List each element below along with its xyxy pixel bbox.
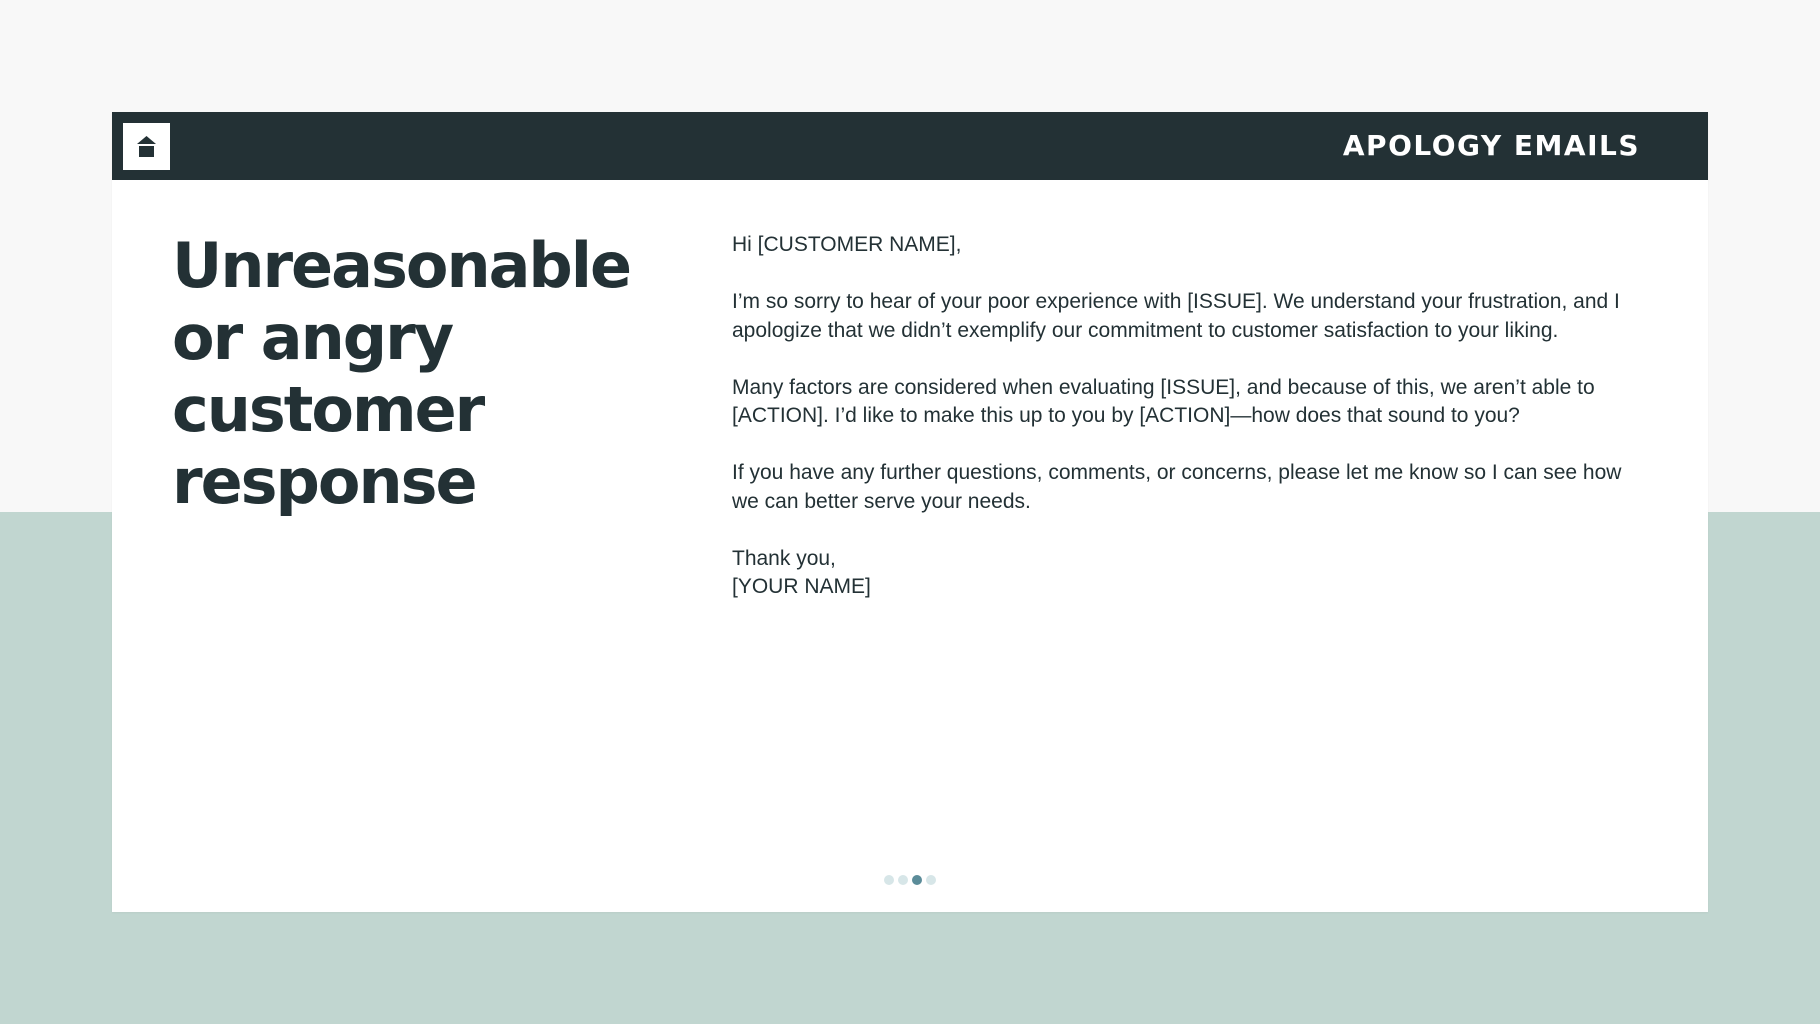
email-template — [732, 231, 1652, 602]
slide-heading: Unreasonable or angry customer response — [172, 229, 631, 518]
email-greeting: Hi [CUSTOMER NAME], — [732, 233, 962, 256]
email-signature: [YOUR NAME] — [732, 575, 871, 598]
email-paragraph: Many factors are considered when evaluating [ISSUE], and because of this, we aren’t able to [ACTION]. I’d like to make this up to you by [ACTION]—how does that sound to you? — [732, 375, 1595, 427]
home-button[interactable] — [123, 123, 170, 170]
pagination-dot-4[interactable] — [926, 875, 936, 885]
home-icon — [137, 136, 156, 157]
pagination-dots — [112, 875, 1708, 885]
email-paragraph: If you have any further questions, comments, or concerns, please let me know so I can see how we can better serve your needs. — [732, 461, 1622, 513]
email-closing: Thank you, — [732, 546, 836, 570]
pagination-dot-2[interactable] — [898, 875, 908, 885]
slide-card — [112, 112, 1708, 912]
slide-header — [112, 112, 1708, 180]
section-title: APOLOGY EMAILS — [1342, 129, 1640, 162]
pagination-dot-3[interactable] — [912, 875, 922, 885]
email-paragraph: I’m so sorry to hear of your poor experience with [ISSUE]. We understand your frustration, and I apologize that we didn’t exemplify our commitment to customer satisfaction to your liking. — [732, 290, 1620, 342]
pagination-dot-1[interactable] — [884, 875, 894, 885]
email-signoff — [732, 545, 1652, 602]
